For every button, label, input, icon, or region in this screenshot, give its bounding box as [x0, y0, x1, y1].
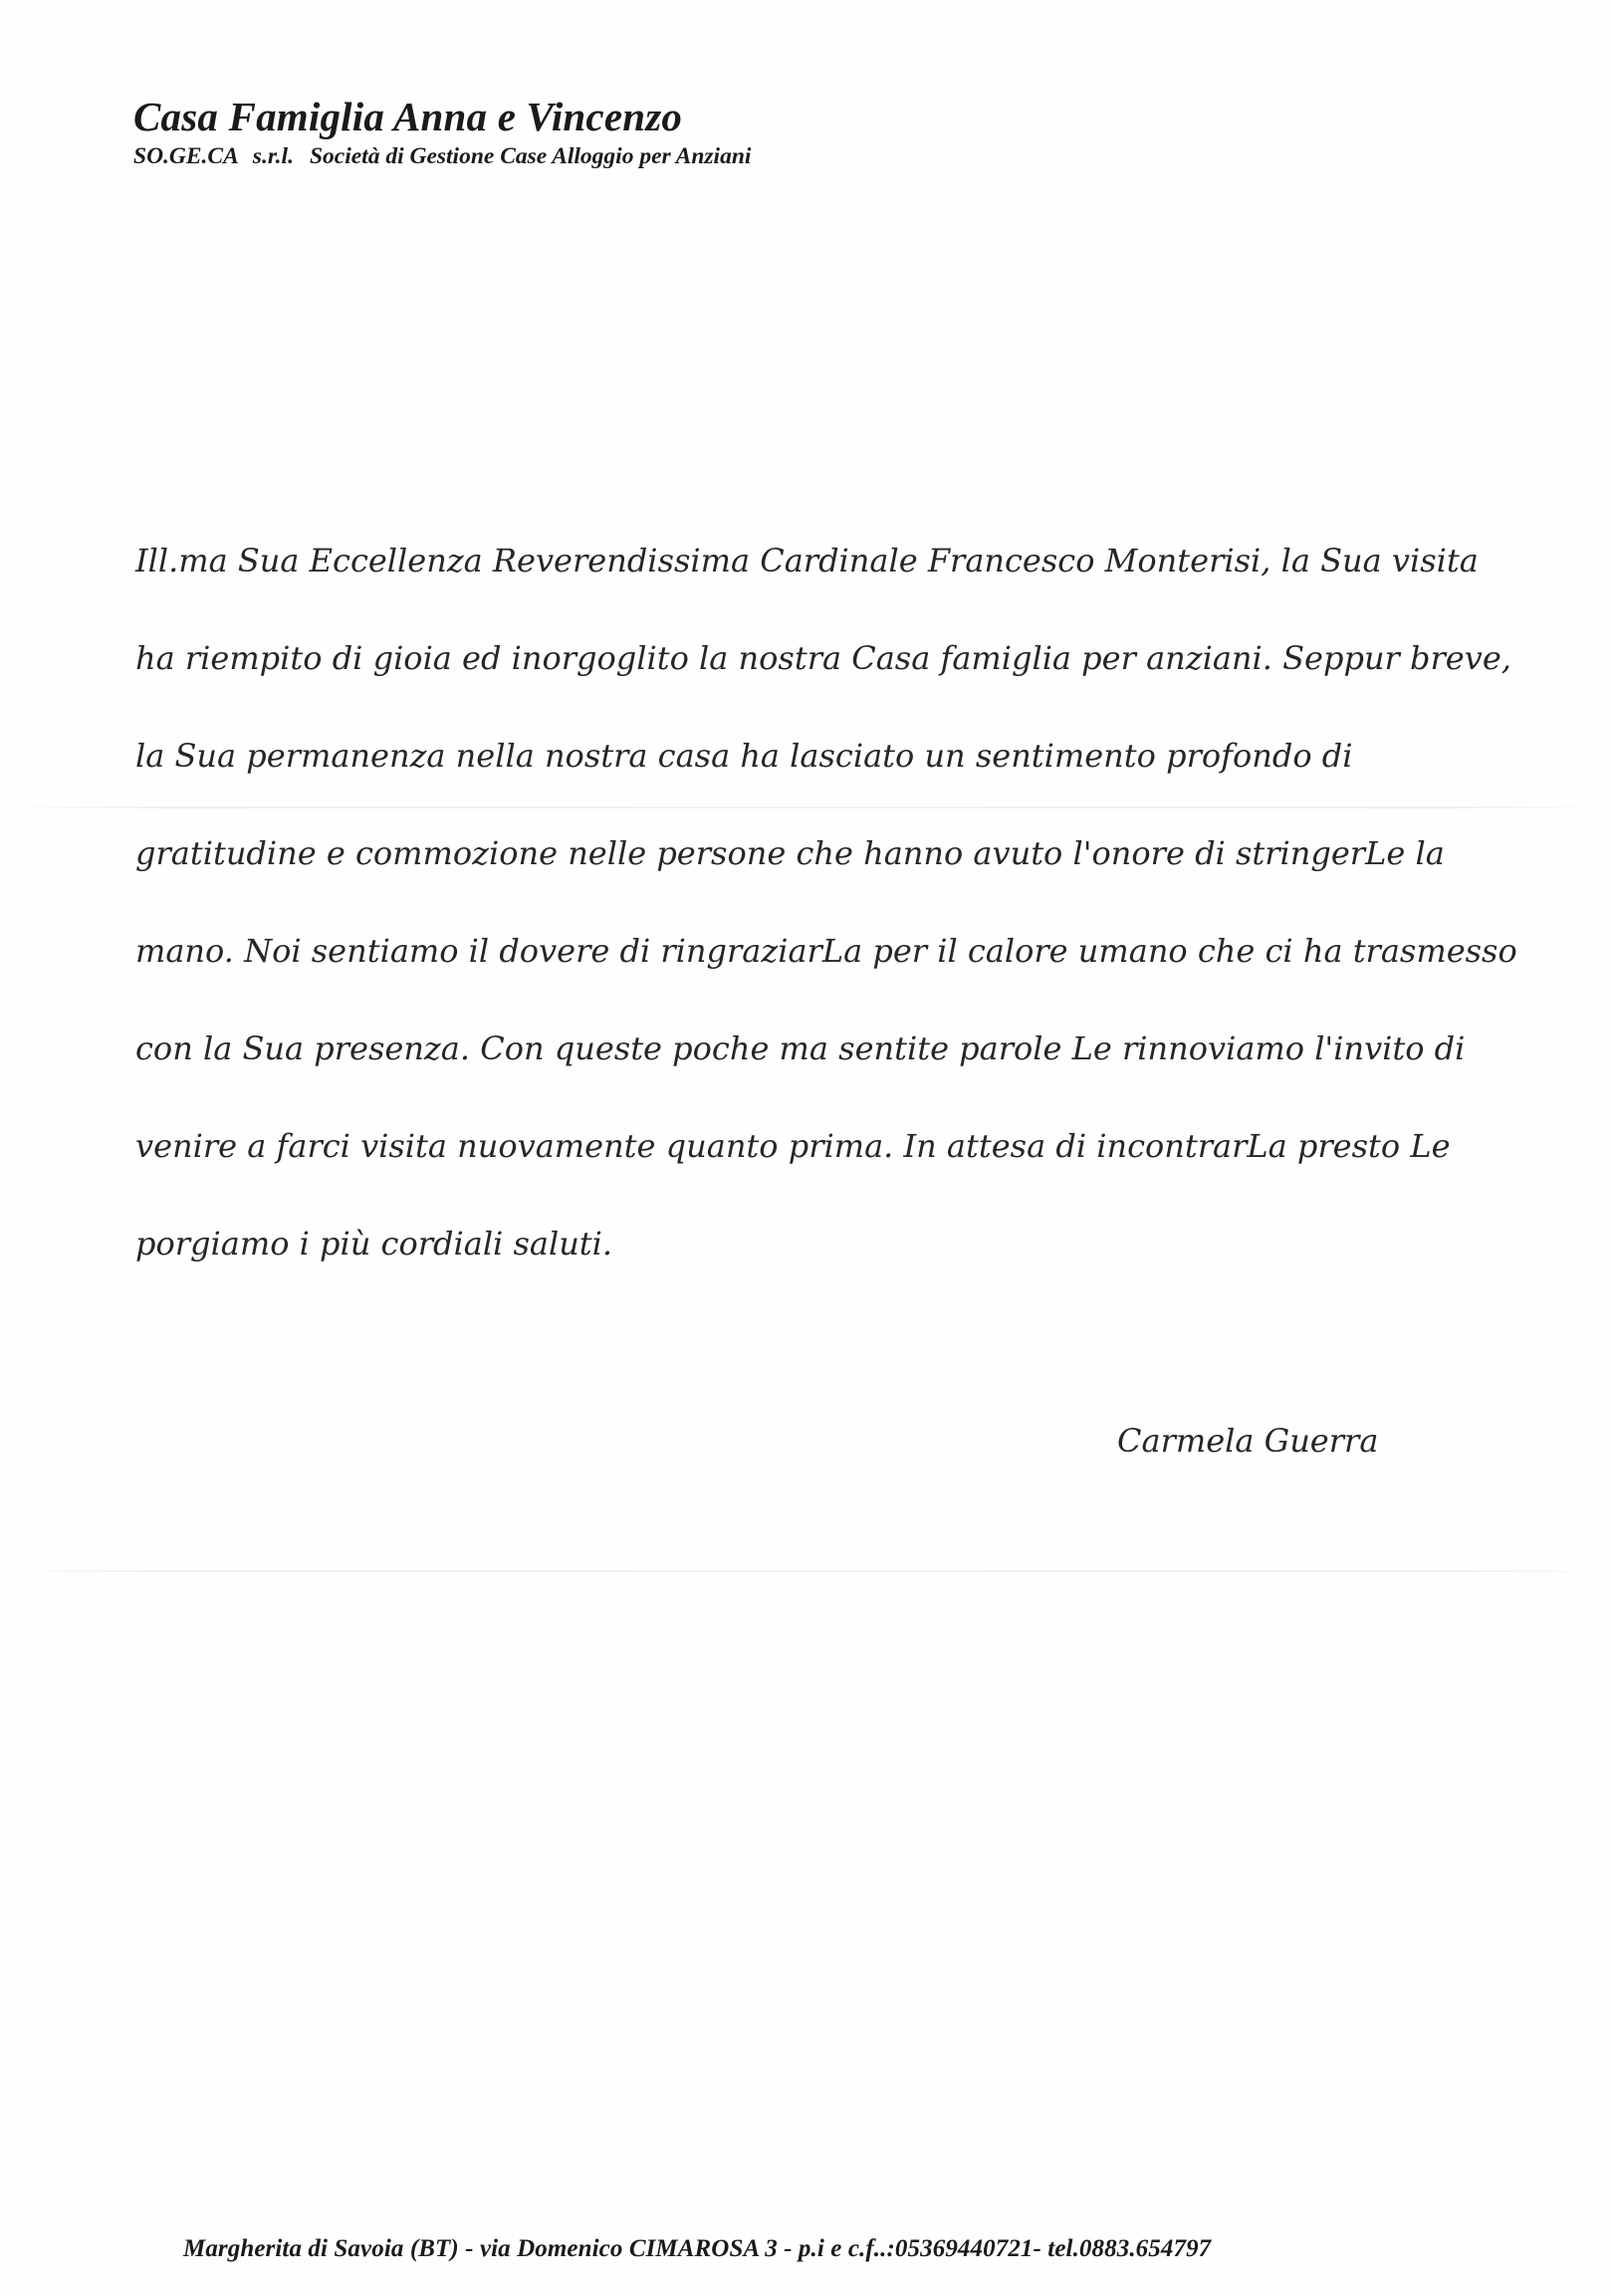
company-name: SO.GE.CA — [133, 143, 239, 169]
letter-body — [135, 528, 1517, 1308]
company-type: s.r.l. — [252, 143, 294, 169]
letterhead-title: Casa Famiglia Anna e Vincenzo — [133, 94, 683, 139]
letter-line: mano. Noi sentiamo il dovere di ringraziarLa per il calore umano che ci ha trasmesso — [135, 932, 1517, 970]
letter-line: con la Sua presenza. Con queste poche ma sentite parole Le rinnoviamo l'invito di — [135, 1030, 1466, 1067]
letter-line: venire a farci visita nuovamente quanto prima. In attesa di incontrarLa presto Le — [135, 1127, 1451, 1165]
letterhead — [133, 92, 751, 171]
company-description: Società di Gestione Case Alloggio per Anziani — [309, 143, 752, 169]
paper-fold-line — [0, 1570, 1613, 1572]
signature: Carmela Guerra — [1117, 1422, 1379, 1460]
footer-address: Margherita di Savoia (BT) - via Domenico CIMAROSA 3 - p.i e c.f..:05369440721- tel.0883.654797 — [183, 2235, 1212, 2262]
letter-line: la Sua permanenza nella nostra casa ha lasciato un sentimento profondo di — [135, 737, 1353, 775]
letter-line: Ill.ma Sua Eccellenza Reverendissima Cardinale Francesco Monterisi, la Sua visita — [135, 542, 1479, 579]
letter-line: gratitudine e commozione nelle persone che hanno avuto l'onore di stringerLe la — [135, 834, 1445, 872]
letter-line: ha riempito di gioia ed inorgoglito la nostra Casa famiglia per anziani. Seppur breve, — [135, 639, 1511, 677]
letterhead-subtitle — [133, 141, 751, 171]
letter-line: porgiamo i più cordiali saluti. — [135, 1225, 613, 1263]
